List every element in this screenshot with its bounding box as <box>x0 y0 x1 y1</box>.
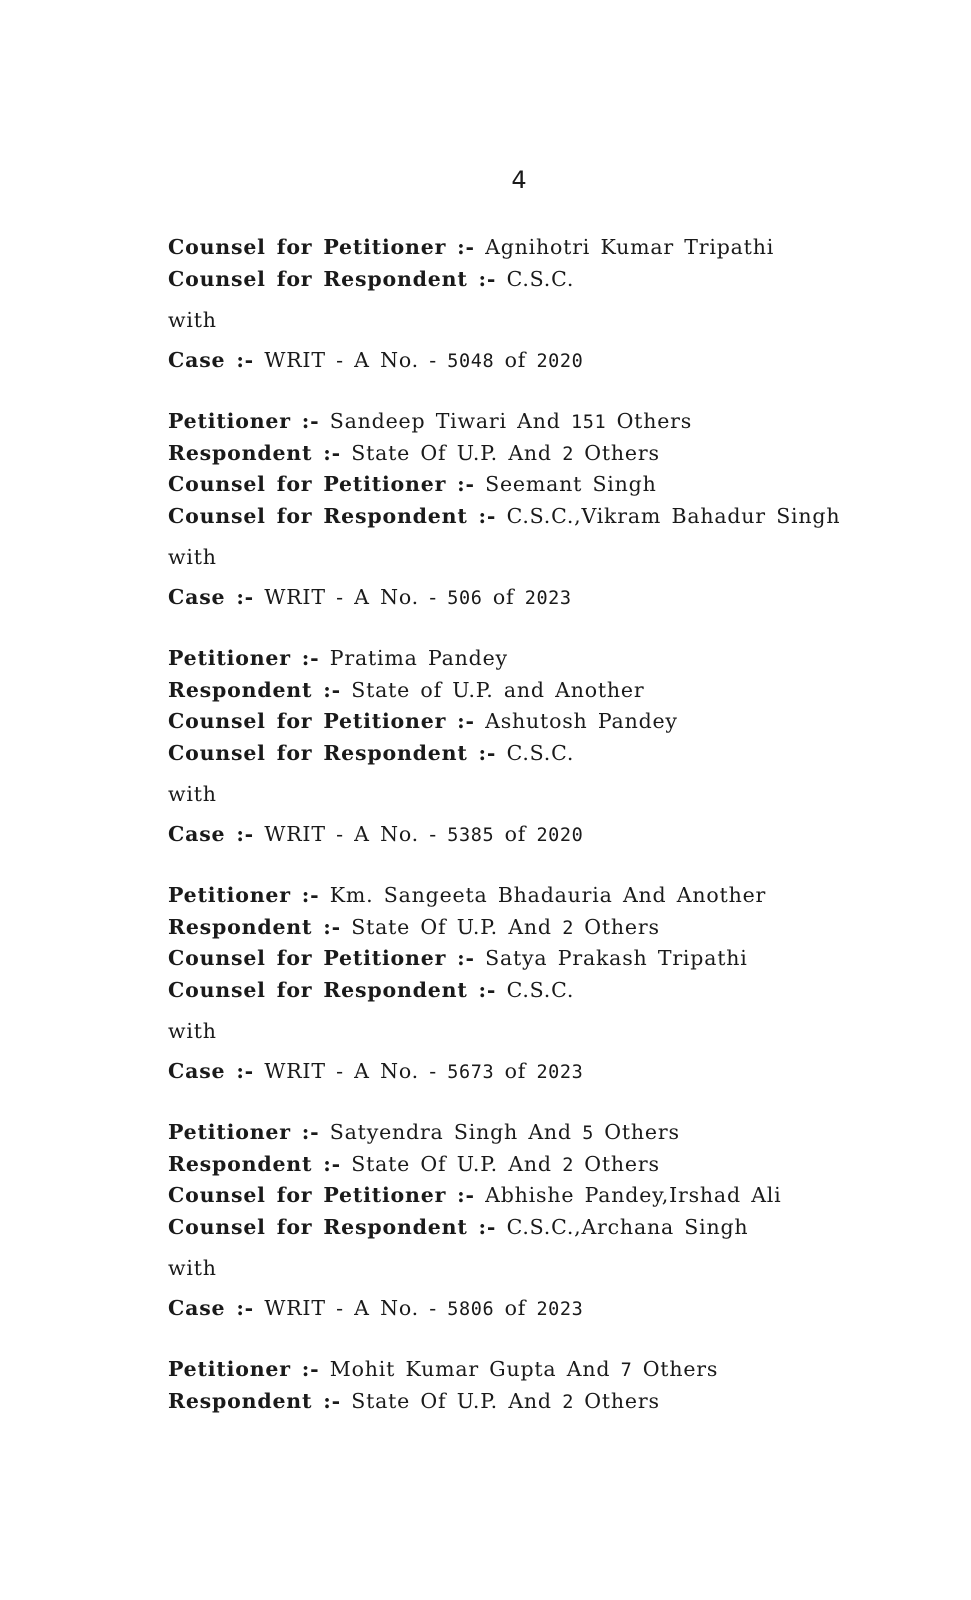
case-line: Case :- WRIT - A No. - 5806 of 2023 <box>168 1296 584 1320</box>
respondent-line: Respondent :- State Of U.P. And 2 Others <box>168 1151 660 1176</box>
counsel-petitioner-line: Counsel for Petitioner :- Agnihotri Kumar Tripathi <box>168 235 775 259</box>
case-line: Case :- WRIT - A No. - 5673 of 2023 <box>168 1059 584 1083</box>
case-year: 2023 <box>524 588 572 609</box>
petitioner-line: Petitioner :- Satyendra Singh And 5 Others <box>168 1120 680 1144</box>
counsel-petitioner-value: Agnihotri Kumar Tripathi <box>485 235 775 259</box>
respondent-line: Respondent :- State Of U.P. And 2 Others <box>168 914 660 939</box>
counsel-respondent-line: Counsel for Respondent :- C.S.C. <box>168 977 575 1002</box>
counsel-petitioner-line: Counsel for Petitioner :- Seemant Singh <box>168 472 657 496</box>
case-number: 5048 <box>447 351 495 372</box>
respondent-line: Respondent :- State Of U.P. And 2 Others <box>168 1388 660 1413</box>
cause-list <box>168 232 928 1417</box>
counsel-respondent-line: Counsel for Respondent :- C.S.C.,Archana Singh <box>168 1214 749 1239</box>
case-block <box>168 643 928 849</box>
case-number: 5673 <box>447 1062 495 1083</box>
petitioner-line: Petitioner :- Km. Sangeeta Bhadauria And Another <box>168 883 767 907</box>
case-line: Case :- WRIT - A No. - 506 of 2023 <box>168 585 572 609</box>
case-block <box>168 1354 928 1417</box>
case-number: 5806 <box>447 1299 495 1320</box>
page-number: 4 <box>511 166 527 194</box>
case-block <box>168 1117 928 1323</box>
case-year: 2023 <box>536 1299 584 1320</box>
case-block <box>168 406 928 612</box>
case-block <box>168 232 928 375</box>
counsel-respondent-line: Counsel for Respondent :- C.S.C. <box>168 266 575 291</box>
respondent-line: Respondent :- State Of U.P. And 2 Others <box>168 440 660 465</box>
counsel-respondent-line: Counsel for Respondent :- C.S.C.,Vikram Bahadur Singh <box>168 503 841 528</box>
case-block <box>168 880 928 1086</box>
counsel-respondent-line: Counsel for Respondent :- C.S.C. <box>168 740 575 765</box>
with-text: with <box>168 1019 217 1043</box>
counsel-petitioner-line: Counsel for Petitioner :- Abhishe Pandey,Irshad Ali <box>168 1183 782 1207</box>
counsel-respondent-value: C.S.C. <box>506 266 575 291</box>
counsel-petitioner-line: Counsel for Petitioner :- Ashutosh Pandey <box>168 709 678 733</box>
petitioner-line: Petitioner :- Mohit Kumar Gupta And 7 Others <box>168 1357 719 1381</box>
respondent-line: Respondent :- State of U.P. and Another <box>168 677 645 702</box>
case-line: Case :- WRIT - A No. - 5385 of 2020 <box>168 822 584 846</box>
with-text: with <box>168 308 217 332</box>
case-year: 2023 <box>536 1062 584 1083</box>
with-text: with <box>168 545 217 569</box>
with-text: with <box>168 1256 217 1280</box>
counsel-petitioner-line: Counsel for Petitioner :- Satya Prakash Tripathi <box>168 946 748 970</box>
petitioner-line: Petitioner :- Pratima Pandey <box>168 646 508 670</box>
case-year: 2020 <box>536 351 584 372</box>
with-text: with <box>168 782 217 806</box>
case-line: Case :- WRIT - A No. - 5048 of 2020 <box>168 348 584 372</box>
case-number: 5385 <box>447 825 495 846</box>
case-number: 506 <box>447 588 483 609</box>
petitioner-line: Petitioner :- Sandeep Tiwari And 151 Others <box>168 409 693 433</box>
case-year: 2020 <box>536 825 584 846</box>
